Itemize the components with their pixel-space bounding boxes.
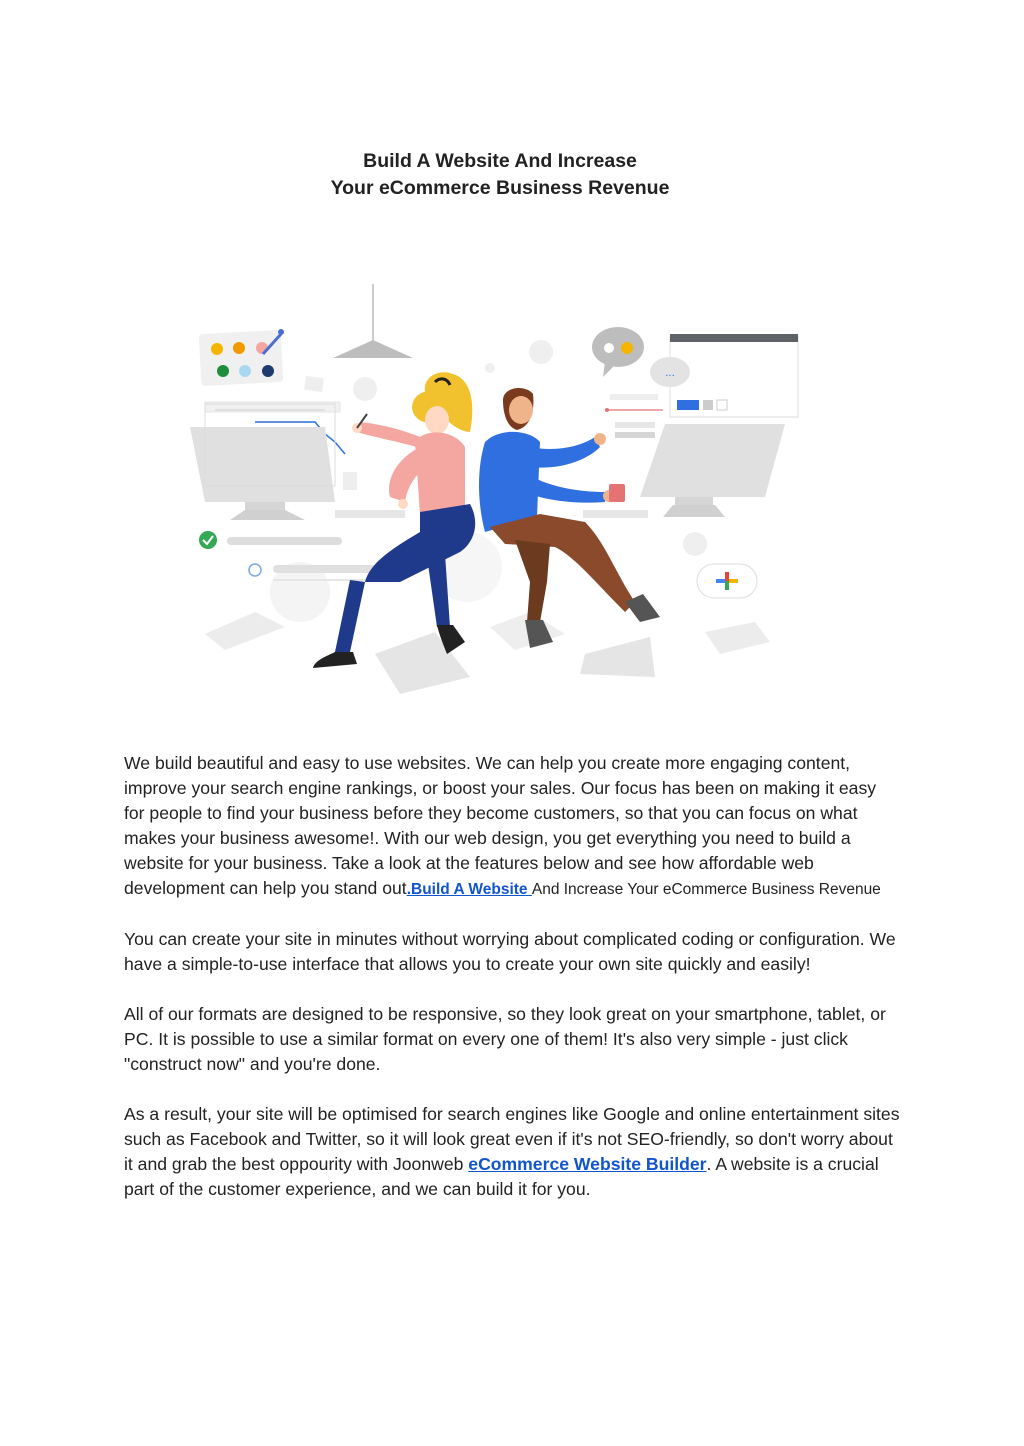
paragraph-4 <box>124 1102 900 1202</box>
lamp-icon <box>333 284 413 358</box>
paragraph-2: You can create your site in minutes without worrying about complicated coding or configuration. We have a simple-to-use interface that allows you to create your own site quickly and easily! <box>124 929 896 974</box>
build-a-website-link[interactable]: .Build A Website <box>406 881 532 898</box>
paragraph-4-text: As a result, your site will be optimised for search engines like Google and online entertainment sites such as Facebook and Twitter, so it will look great even if it's not SEO-friendly, so don't worry about it and grab the best oppourity with Joonweb <box>124 1104 900 1174</box>
woman-figure <box>313 372 475 668</box>
palette-icon <box>199 330 284 386</box>
monitor-icon <box>190 402 345 520</box>
svg-text:...: ... <box>665 368 675 379</box>
article-body <box>124 751 900 1227</box>
paragraph-4-tail: . A website is a crucial part of the customer experience, and we can build it for you. <box>124 1154 879 1199</box>
plus-button-icon <box>697 564 757 598</box>
paragraph-1-text: We build beautiful and easy to use websites. We can help you create more engaging content, improve your search engine rankings, or boost your sales. Our focus has been on making it easy for people to find your business before they become customers, so that you can focus on what makes your business awesome!. With our web design, you get everything you need to build a website for your business. Take a look at the features below and see how affordable web development can help you stand out <box>124 753 877 898</box>
page-title <box>0 148 1000 202</box>
paragraph-1-tail: And Increase Your eCommerce Business Revenue <box>531 881 881 898</box>
ecommerce-website-builder-link[interactable]: eCommerce Website Builder <box>468 1154 707 1174</box>
check-circle-icon <box>199 531 217 549</box>
paragraph-1 <box>124 751 900 902</box>
title-line-2: Your eCommerce Business Revenue <box>330 177 670 199</box>
paragraph-3: All of our formats are designed to be responsive, so they look great on your smartphone, tablet, or PC. It is possible to use a similar format on every one of them! It's also very simple - just click "construct now" and you're done. <box>124 1004 886 1074</box>
title-line-1: Build A Website And Increase <box>363 150 637 172</box>
hero-illustration <box>185 282 810 702</box>
